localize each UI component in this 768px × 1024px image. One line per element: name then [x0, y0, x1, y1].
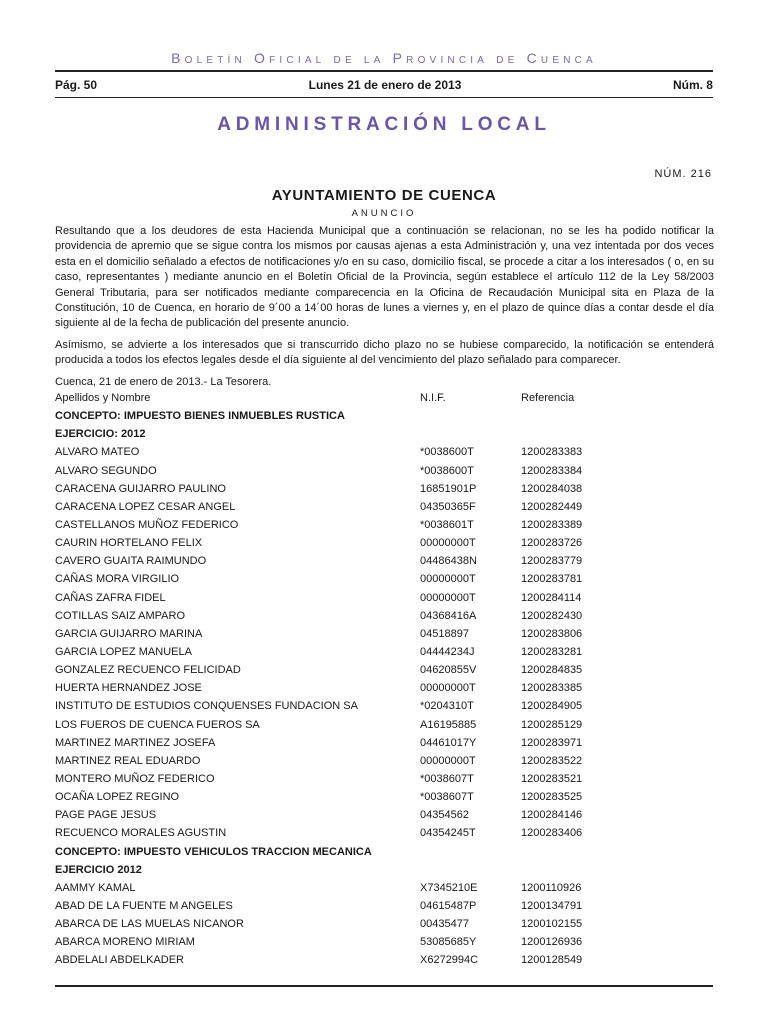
debtor-reference: 1200284114 — [521, 591, 582, 604]
debtor-row — [55, 625, 714, 643]
paragraph-warning: Asímismo, se advierte a los interesados que si transcurrido dicho plazo no se hubiese comparecido, la notificación se entenderá producida a todos los efectos legales desde el día siguiente al del vencimiento del plazo señalado para comparecer. — [55, 338, 714, 367]
debtor-reference: 1200282430 — [521, 609, 583, 622]
debtor-nif: 00435477 — [420, 918, 469, 931]
debtor-row — [55, 661, 714, 679]
debtor-reference: 1200283385 — [521, 682, 583, 695]
debtor-nif: *0038600T — [420, 446, 474, 459]
issuing-entity: AYUNTAMIENTO DE CUENCA — [271, 187, 497, 204]
debtor-row — [55, 788, 714, 806]
debtor-nif: 04486438N — [420, 555, 477, 568]
debtor-name: MONTERO MUÑOZ FEDERICO — [55, 772, 215, 785]
debtor-row — [55, 915, 714, 933]
debtor-name: CARACENA LOPEZ CESAR ANGEL — [55, 500, 236, 513]
debtor-row — [55, 607, 714, 625]
debtor-row — [55, 697, 714, 715]
bottom-rule — [55, 985, 713, 987]
debtor-nif: 00000000T — [420, 591, 476, 604]
debtor-row — [55, 552, 714, 570]
debtor-nif: X7345210E — [420, 881, 478, 894]
debtor-row — [55, 443, 714, 461]
debtor-reference: 1200283383 — [521, 446, 583, 459]
signature-line: Cuenca, 21 de enero de 2013.- La Tesorera. — [55, 375, 272, 388]
debtor-reference: 1200284146 — [521, 809, 583, 822]
debtor-nif: 04620855V — [420, 664, 477, 677]
fiscal-year-heading: EJERCICIO: 2012 — [55, 428, 146, 441]
debtor-row — [55, 770, 714, 788]
column-header-nif: N.I.F. — [420, 392, 446, 404]
debtor-name: ALVARO SEGUNDO — [55, 464, 157, 477]
debtor-list — [55, 389, 714, 970]
debtor-name: GARCIA GUIJARRO MARINA — [55, 627, 203, 640]
debtor-name: GONZALEZ RECUENCO FELICIDAD — [55, 664, 241, 677]
debtor-reference: 1200284905 — [521, 700, 583, 713]
paragraph-notice: Resultando que a los deudores de esta Hacienda Municipal que a continuación se relacionan, no se les ha podido notificar la providencia de apremio que se sigue contra los mismos por causas ajenas a esta Administración y, una vez intentada por dos veces esta en el domicilio señalado a efectos de notificaciones y/o en su caso, domicilio fiscal, se procede a citar a los interesados ( o, en su caso, representantes ) mediante anuncio en el Boletín Oficial de la Provincia, según establece el artículo 112 de la Ley 58/2003 General Tributaria, para ser notificados mediante comparecencia en la Oficina de Recaudación Municipal sita en Plaza de la Constitución, 10 de Cuenca, en horario de 9´00 a 14´00 horas de lunes a viernes y, en el plazo de quince días a contar desde el día siguiente al de la fecha de publicación del presente anuncio. — [55, 225, 714, 330]
debtor-row — [55, 824, 714, 842]
debtor-reference: 1200283781 — [521, 573, 583, 586]
debtor-name: ABARCA MORENO MIRIAM — [55, 936, 195, 949]
debtor-nif: 04354562 — [420, 809, 469, 822]
debtor-name: CASTELLANOS MUÑOZ FEDERICO — [55, 518, 239, 531]
debtor-name: CAURIN HORTELANO FELIX — [55, 537, 203, 550]
debtor-reference: 1200284835 — [521, 664, 583, 677]
gazette-masthead: Boletín Oficial de la Provincia de Cuenca — [171, 50, 597, 66]
debtor-reference: 1200283522 — [521, 754, 583, 767]
debtor-reference: 1200134791 — [521, 899, 583, 912]
debtor-nif: *0204310T — [420, 700, 474, 713]
debtor-reference: 1200110926 — [521, 881, 582, 894]
announcement-body — [55, 224, 714, 396]
debtor-row — [55, 734, 714, 752]
debtor-nif: 04461017Y — [420, 736, 477, 749]
debtor-nif: 04615487P — [420, 899, 477, 912]
debtor-name: RECUENCO MORALES AGUSTIN — [55, 827, 227, 840]
document-number: NÚM. 216 — [654, 168, 712, 180]
debtor-reference: 1200283281 — [521, 645, 583, 658]
debtor-name: PAGE PAGE JESUS — [55, 809, 157, 822]
issue-number: Núm. 8 — [672, 77, 713, 92]
debtor-row — [55, 752, 714, 770]
debtor-name: OCAÑA LOPEZ REGINO — [55, 791, 180, 804]
debtor-reference: 1200282449 — [521, 500, 583, 513]
debtor-row — [55, 643, 714, 661]
debtor-row — [55, 534, 714, 552]
debtor-nif: 04444234J — [420, 645, 475, 658]
debtor-reference: 1200283406 — [521, 827, 583, 840]
debtor-name: ABAD DE LA FUENTE M ANGELES — [55, 899, 233, 912]
issue-date: Lunes 21 de enero de 2013 — [308, 77, 462, 92]
debtor-reference: 1200283726 — [521, 537, 583, 550]
debtor-row — [55, 897, 714, 915]
column-header-name: Apellidos y Nombre — [55, 392, 151, 404]
debtor-reference: 1200102155 — [521, 918, 583, 931]
debtor-row — [55, 462, 714, 480]
debtor-row — [55, 951, 714, 969]
debtor-reference: 1200283779 — [521, 555, 583, 568]
debtor-name: ABARCA DE LAS MUELAS NICANOR — [55, 918, 244, 931]
debtor-nif: 00000000T — [420, 682, 476, 695]
debtor-row — [55, 716, 714, 734]
debtor-name: AAMMY KAMAL — [55, 881, 136, 894]
debtor-row — [55, 516, 714, 534]
debtor-reference: 1200283521 — [521, 772, 583, 785]
debtor-row — [55, 879, 714, 897]
debtor-nif: 00000000T — [420, 573, 476, 586]
debtor-name: MARTINEZ MARTINEZ JOSEFA — [55, 736, 216, 749]
debtor-nif: X6272994C — [420, 954, 479, 967]
issue-bar — [55, 70, 713, 98]
debtor-row — [55, 933, 714, 951]
debtor-nif: A16195885 — [420, 718, 477, 731]
debtor-name: ALVARO MATEO — [55, 446, 140, 459]
debtor-nif: 53085685Y — [420, 936, 477, 949]
debtor-nif: *0038600T — [420, 464, 474, 477]
debtor-reference: 1200283971 — [521, 736, 583, 749]
announcement-heading: ANUNCIO — [351, 208, 417, 219]
debtor-row — [55, 679, 714, 697]
debtor-reference: 1200283384 — [521, 464, 583, 477]
debtor-name: INSTITUTO DE ESTUDIOS CONQUENSES FUNDACION SA — [55, 700, 358, 713]
debtor-reference: 1200128549 — [521, 954, 583, 967]
debtor-name: CAVERO GUAITA RAIMUNDO — [55, 555, 207, 568]
concept-heading: CONCEPTO: IMPUESTO VEHICULOS TRACCION MECANICA — [55, 845, 372, 858]
section-title: ADMINISTRACIÓN LOCAL — [217, 114, 551, 135]
debtor-row — [55, 498, 714, 516]
debtor-name: CAÑAS ZAFRA FIDEL — [55, 591, 166, 604]
debtor-nif: 00000000T — [420, 754, 476, 767]
debtor-nif: 00000000T — [420, 537, 476, 550]
debtor-nif: *0038607T — [420, 772, 474, 785]
debtor-nif: *0038601T — [420, 518, 474, 531]
column-headers — [55, 389, 714, 407]
debtor-reference: 1200285129 — [521, 718, 583, 731]
debtor-nif: 04354245T — [420, 827, 476, 840]
debtor-reference: 1200283389 — [521, 518, 583, 531]
debtor-name: CAÑAS MORA VIRGILIO — [55, 573, 180, 586]
concept-heading: CONCEPTO: IMPUESTO BIENES INMUEBLES RUSTICA — [55, 410, 345, 423]
debtor-name: MARTINEZ REAL EDUARDO — [55, 754, 201, 767]
debtor-row — [55, 570, 714, 588]
debtor-name: GARCIA LOPEZ MANUELA — [55, 645, 192, 658]
debtor-nif: 04368416A — [420, 609, 477, 622]
debtor-name: ABDELALI ABDELKADER — [55, 954, 185, 967]
debtor-name: COTILLAS SAIZ AMPARO — [55, 609, 185, 622]
debtor-row — [55, 806, 714, 824]
debtor-name: LOS FUEROS DE CUENCA FUEROS SA — [55, 718, 260, 731]
page-number: Pág. 50 — [55, 77, 98, 92]
debtor-row — [55, 589, 714, 607]
debtor-row — [55, 480, 714, 498]
debtor-nif: 04518897 — [420, 627, 469, 640]
debtor-nif: 04350365F — [420, 500, 476, 513]
debtor-reference: 1200283806 — [521, 627, 583, 640]
debtor-reference: 1200126936 — [521, 936, 583, 949]
debtor-name: CARACENA GUIJARRO PAULINO — [55, 482, 226, 495]
debtor-reference: 1200283525 — [521, 791, 583, 804]
debtor-nif: *0038607T — [420, 791, 474, 804]
debtor-reference: 1200284038 — [521, 482, 583, 495]
debtor-name: HUERTA HERNANDEZ JOSE — [55, 682, 202, 695]
debtor-nif: 16851901P — [420, 482, 477, 495]
column-header-reference: Referencia — [521, 392, 575, 404]
fiscal-year-heading: EJERCICIO 2012 — [55, 863, 142, 876]
